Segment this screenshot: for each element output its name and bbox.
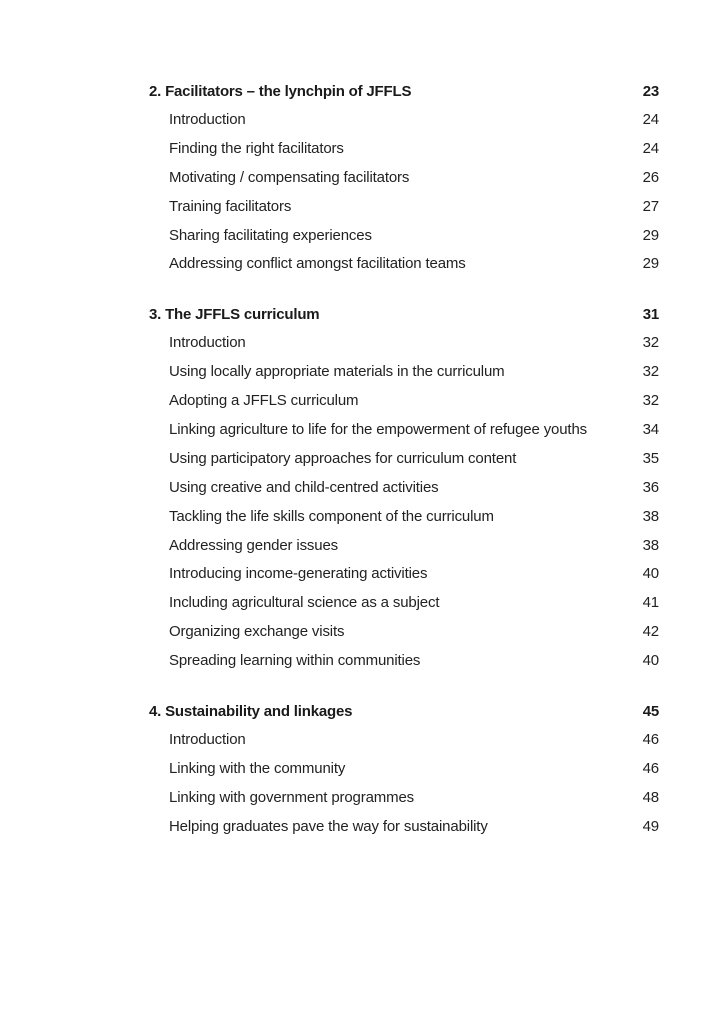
entry-label: Finding the right facilitators (169, 139, 344, 157)
entry-page-number: 32 (642, 334, 659, 352)
entry-label: Using locally appropriate materials in the curriculum (169, 363, 505, 381)
entry-page-number: 49 (642, 817, 659, 835)
entry-label: Sharing facilitating experiences (169, 226, 372, 244)
entry-page-number: 38 (642, 507, 659, 525)
entry-label: Addressing conflict amongst facilitation teams (169, 255, 466, 273)
toc-entry[interactable] (149, 726, 659, 755)
entry-label: Introduction (169, 731, 246, 749)
toc-entry[interactable] (149, 250, 659, 279)
entry-label: Tackling the life skills component of the curriculum (169, 507, 494, 525)
toc-entry[interactable] (149, 193, 659, 222)
entry-page-number: 48 (642, 788, 659, 806)
entry-page-number: 46 (642, 731, 659, 749)
toc-section-curriculum (149, 301, 659, 676)
toc-entry[interactable] (149, 358, 659, 387)
entry-label: Adopting a JFFLS curriculum (169, 392, 359, 410)
section-title: 2. Facilitators – the lynchpin of JFFLS (149, 83, 412, 100)
entry-label: Motivating / compensating facilitators (169, 168, 410, 186)
entry-page-number: 40 (642, 565, 659, 583)
entry-label: Introduction (169, 334, 246, 352)
entry-label: Spreading learning within communities (169, 652, 421, 670)
entry-label: Introduction (169, 111, 246, 128)
entry-label: Using participatory approaches for curriculum content (169, 449, 517, 467)
toc-entry[interactable] (149, 532, 659, 561)
toc-entry[interactable] (149, 589, 659, 618)
entry-page-number: 29 (642, 226, 659, 244)
entry-page-number: 27 (642, 197, 659, 215)
toc-entry[interactable] (149, 222, 659, 251)
toc-entry[interactable] (149, 784, 659, 813)
entry-page-number: 38 (642, 536, 659, 554)
entry-label: Including agricultural science as a subject (169, 594, 440, 612)
toc-entry[interactable] (149, 813, 659, 842)
toc-section-heading[interactable] (149, 301, 659, 329)
entry-page-number: 29 (642, 255, 659, 273)
toc-section-sustainability (149, 698, 659, 842)
entry-label: Using creative and child-centred activities (169, 478, 439, 496)
entry-label: Training facilitators (169, 197, 292, 215)
entry-page-number: 35 (642, 449, 659, 467)
toc-entry[interactable] (149, 106, 659, 135)
entry-page-number: 32 (642, 363, 659, 381)
toc-entry[interactable] (149, 474, 659, 503)
entry-label: Addressing gender issues (169, 536, 339, 554)
entry-page-number: 34 (642, 421, 659, 439)
entry-label: Linking with the community (169, 759, 346, 777)
toc-entry[interactable] (149, 755, 659, 784)
entry-page-number: 42 (642, 623, 659, 641)
entry-label: Linking agriculture to life for the empowerment of refugee youths (169, 421, 587, 439)
toc-entry[interactable] (149, 416, 659, 445)
toc-entry[interactable] (149, 503, 659, 532)
toc-entry[interactable] (149, 618, 659, 647)
entry-label: Linking with government programmes (169, 788, 415, 806)
section-page-number: 45 (642, 703, 659, 721)
entry-label: Helping graduates pave the way for sustainability (169, 817, 488, 835)
entry-page-number: 36 (642, 478, 659, 496)
section-title: 4. Sustainability and linkages (149, 703, 353, 721)
section-page-number: 31 (642, 306, 659, 324)
toc-entry[interactable] (149, 387, 659, 416)
toc-entry[interactable] (149, 560, 659, 589)
toc-entry[interactable] (149, 329, 659, 358)
entry-page-number: 24 (642, 111, 659, 128)
entry-page-number: 24 (642, 139, 659, 157)
toc-entry[interactable] (149, 647, 659, 676)
entry-label: Introducing income-generating activities (169, 565, 428, 583)
entry-page-number: 41 (642, 594, 659, 612)
toc-entry[interactable] (149, 164, 659, 193)
toc-section-heading[interactable] (149, 78, 659, 106)
section-title: 3. The JFFLS curriculum (149, 306, 320, 324)
section-page-number: 23 (642, 83, 659, 100)
toc-section-facilitators (149, 78, 659, 279)
entry-page-number: 26 (642, 168, 659, 186)
entry-page-number: 46 (642, 759, 659, 777)
toc-section-heading[interactable] (149, 698, 659, 726)
entry-page-number: 32 (642, 392, 659, 410)
table-of-contents (149, 78, 659, 864)
toc-entry[interactable] (149, 135, 659, 164)
entry-page-number: 40 (642, 652, 659, 670)
toc-entry[interactable] (149, 445, 659, 474)
entry-label: Organizing exchange visits (169, 623, 345, 641)
